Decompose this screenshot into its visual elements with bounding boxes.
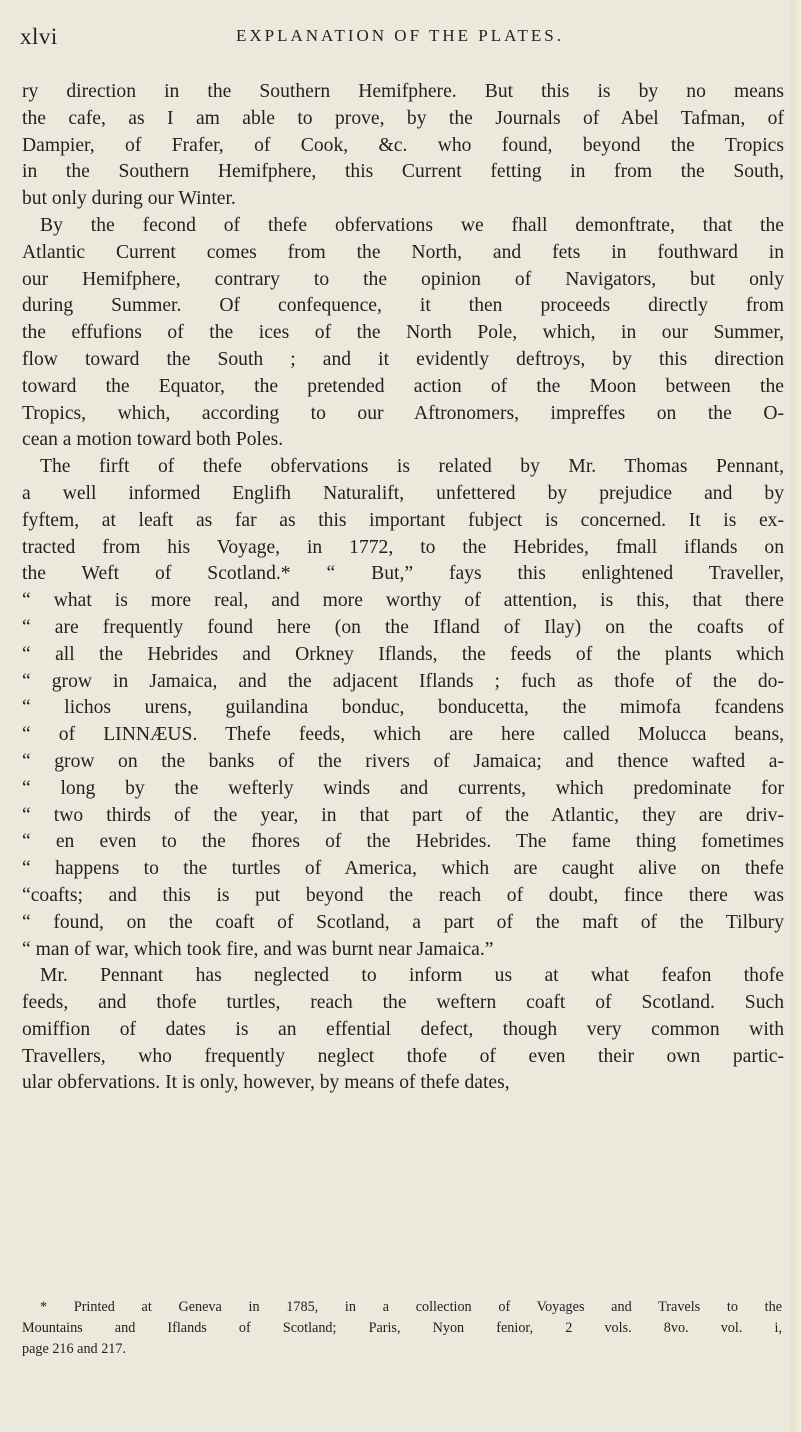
text-line: ular obfervations. It is only, however, by means of thefe dates,	[22, 1072, 510, 1094]
text-line: omiffion of dates is an effential defect, though very common with	[22, 1018, 784, 1040]
text-line: “ are frequently found here (on the Ifland of Ilay) on the coafts of	[22, 616, 784, 638]
text-line: during Summer. Of confequence, it then proceeds directly from	[22, 295, 784, 317]
text-line: “ lichos urens, guilandina bonduc, bonducetta, the mimofa fcandens	[22, 697, 784, 719]
page-number: xlvi	[20, 24, 58, 49]
text-line: fyftem, at leaft as far as this important fubject is concerned. It is ex-	[22, 509, 784, 531]
text-line: tracted from his Voyage, in 1772, to the Hebrides, fmall iflands on	[22, 536, 784, 558]
text-line: the cafe, as I am able to prove, by the Journals of Abel Tafman, of	[22, 107, 784, 129]
text-line: “ grow in Jamaica, and the adjacent Iflands ; fuch as thofe of the do-	[22, 670, 784, 692]
text-line: a well informed Englifh Naturalift, unfettered by prejudice and by	[22, 482, 784, 504]
text-line: “ happens to the turtles of America, which are caught alive on thefe	[22, 858, 784, 880]
text-line: in the Southern Hemifphere, this Current fetting in from the South,	[22, 161, 784, 183]
text-line: “ two thirds of the year, in that part of the Atlantic, they are driv-	[22, 804, 784, 826]
text-line: The firft of thefe obfervations is related by Mr. Thomas Pennant,	[40, 456, 784, 478]
footnote-line: page 216 and 217.	[22, 1341, 127, 1357]
text-line: “ en even to the fhores of the Hebrides. The fame thing fometimes	[22, 831, 784, 853]
text-line: toward the Equator, the pretended action of the Moon between the	[22, 375, 784, 397]
page-header	[20, 24, 780, 54]
text-line: feeds, and thofe turtles, reach the weftern coaft of Scotland. Such	[22, 992, 784, 1014]
text-line: flow toward the South ; and it evidently deftroys, by this direction	[22, 348, 784, 370]
text-line: Dampier, of Frafer, of Cook, &c. who found, beyond the Tropics	[22, 134, 784, 156]
text-line: but only during our Winter.	[22, 188, 236, 210]
text-line: Travellers, who frequently neglect thofe of even their own partic-	[22, 1045, 784, 1067]
text-line: the effufions of the ices of the North Pole, which, in our Summer,	[22, 322, 784, 344]
footnote-line: * Printed at Geneva in 1785, in a collection of Voyages and Travels to the	[40, 1299, 782, 1315]
text-line: ry direction in the Southern Hemifphere. But this is by no means	[22, 81, 784, 102]
footnote-line: Mountains and Iflands of Scotland; Paris, Nyon fenior, 2 vols. 8vo. vol. i,	[22, 1320, 782, 1336]
text-line: “ found, on the coaft of Scotland, a part of the maft of the Tilbury	[22, 911, 784, 933]
text-line: Mr. Pennant has neglected to inform us at what feafon thofe	[40, 965, 784, 987]
body-text	[22, 79, 784, 1097]
text-line: Atlantic Current comes from the North, and fets in fouthward in	[22, 241, 784, 263]
text-line: Tropics, which, according to our Aftronomers, impreffes on the O-	[22, 402, 784, 424]
text-line: “ long by the wefterly winds and currents, which predominate for	[22, 777, 784, 799]
text-line: By the fecond of thefe obfervations we fhall demonftrate, that the	[40, 214, 784, 236]
text-line: “ of LINNÆUS. Thefe feeds, which are here called Molucca beans,	[22, 724, 784, 746]
page-edge	[789, 0, 801, 1432]
footnote	[22, 1297, 782, 1360]
text-line: the Weft of Scotland.* “ But,” fays this enlightened Traveller,	[22, 563, 784, 585]
text-line: “ all the Hebrides and Orkney Iflands, the feeds of the plants which	[22, 643, 784, 665]
text-line: “ what is more real, and more worthy of attention, is this, that there	[22, 590, 784, 612]
running-title: EXPLANATION OF THE PLATES.	[236, 26, 564, 45]
text-line: “coafts; and this is put beyond the reach of doubt, fince there was	[22, 884, 784, 906]
text-line: cean a motion toward both Poles.	[22, 429, 284, 451]
text-line: our Hemifphere, contrary to the opinion of Navigators, but only	[22, 268, 784, 290]
text-line: “ grow on the banks of the rivers of Jamaica; and thence wafted a-	[22, 750, 784, 772]
text-line: “ man of war, which took fire, and was burnt near Jamaica.”	[22, 938, 494, 960]
